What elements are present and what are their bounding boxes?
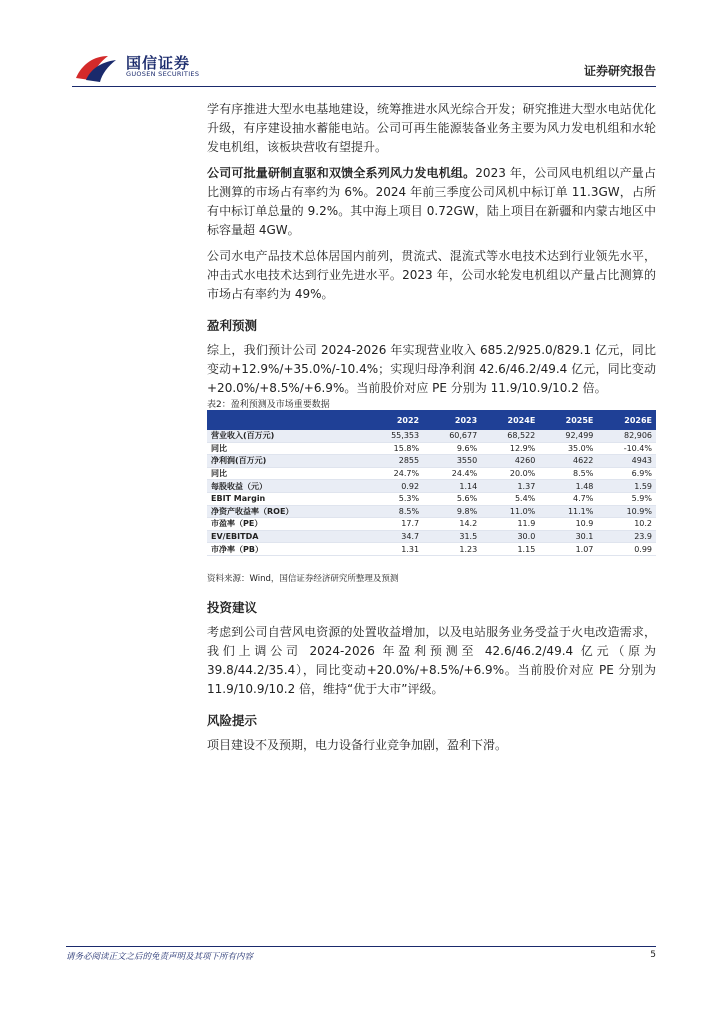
table-header-cell: 2023 (423, 410, 481, 430)
table-cell: 4260 (481, 455, 539, 468)
table-cell: 35.0% (539, 442, 597, 455)
table-cell: 市盈率（PE） (207, 518, 365, 531)
paragraph-wind-text: 2023 年，公司风电机组以产量占比测算的市场占有率约为 6%。2024 年前三季度公司风机中标订单 11.3GW，占所有中标订单总量的 9.2%。其中海上项目 0.72GW，陆上项目在新疆和内蒙古地区中标容量超 4GW。 (207, 166, 656, 237)
footer-disclaimer: 请务必阅读正文之后的免责声明及其项下所有内容 (66, 952, 254, 962)
paragraph-wind-lead: 公司可批量研制直驱和双馈全系列风力发电机组。 (207, 166, 476, 180)
table-cell: 14.2 (423, 518, 481, 531)
table-cell: 营业收入(百万元) (207, 430, 365, 442)
table-cell: 60,677 (423, 430, 481, 442)
heading-forecast: 盈利预测 (207, 318, 258, 333)
table-cell: EV/EBITDA (207, 530, 365, 543)
table-row (207, 543, 656, 556)
table-cell: 1.14 (423, 480, 481, 493)
guosen-logo (72, 50, 202, 84)
table-cell: 0.99 (597, 543, 656, 556)
table-cell: 1.59 (597, 480, 656, 493)
table-cell: 4943 (597, 455, 656, 468)
table-cell: EBIT Margin (207, 492, 365, 505)
table-cell: 55,353 (365, 430, 423, 442)
table-cell: 11.9 (481, 518, 539, 531)
table-row (207, 467, 656, 480)
table-row (207, 505, 656, 518)
guosen-logo-icon (72, 50, 122, 84)
table-header-cell: 2025E (539, 410, 597, 430)
table-cell: 1.15 (481, 543, 539, 556)
table-row (207, 480, 656, 493)
paragraph-forecast: 综上，我们预计公司 2024-2026 年实现营业收入 685.2/925.0/829.1 亿元，同比变动+12.9%/+35.0%/-10.4%；实现归母净利润 42.6/46.2/49.4 亿元，同比变动+20.0%/+8.5%/+6.9%。当前股价对应 PE 分别为 11.9/10.9/10.2 倍。 (207, 343, 656, 395)
table-cell: 5.6% (423, 492, 481, 505)
table-cell: 净资产收益率（ROE） (207, 505, 365, 518)
table-caption: 表2：盈利预测及市场重要数据 (207, 400, 330, 410)
table-source-note: 资料来源：Wind，国信证券经济研究所整理及预测 (207, 574, 399, 584)
footer-divider (66, 946, 656, 947)
table-cell: 5.9% (597, 492, 656, 505)
page-header (72, 50, 656, 86)
table-cell: 10.9% (597, 505, 656, 518)
paragraph-wind-turbines (207, 164, 656, 240)
table-header-cell: 2024E (481, 410, 539, 430)
table-header-cell: 2022 (365, 410, 423, 430)
table-cell: 20.0% (481, 467, 539, 480)
table-cell: 同比 (207, 442, 365, 455)
table-row (207, 530, 656, 543)
table-cell: 92,499 (539, 430, 597, 442)
paragraph-hydro-policy: 学有序推进大型水电基地建设，统筹推进水风光综合开发；研究推进大型水电站优化升级，有序建设抽水蓄能电站。公司可再生能源装备业务主要为风力发电机组和水轮发电机组，该板块营收有望提升。 (207, 102, 656, 154)
table-cell: 净利润(百万元) (207, 455, 365, 468)
table-row (207, 430, 656, 442)
body-section-2 (207, 598, 656, 762)
table-row (207, 442, 656, 455)
table-header-cell (207, 410, 365, 430)
logo-text-cn: 国信证券 (126, 54, 191, 72)
table-cell: 2855 (365, 455, 423, 468)
table-cell: 6.9% (597, 467, 656, 480)
table-cell: 1.07 (539, 543, 597, 556)
table-cell: 11.1% (539, 505, 597, 518)
table-cell: 市净率（PB） (207, 543, 365, 556)
page-number: 5 (650, 950, 656, 960)
header-divider (72, 86, 656, 87)
table-cell: 15.8% (365, 442, 423, 455)
table-cell: 同比 (207, 467, 365, 480)
table-cell: 82,906 (597, 430, 656, 442)
table-cell: 10.2 (597, 518, 656, 531)
forecast-table (207, 410, 656, 556)
paragraph-risk: 项目建设不及预期，电力设备行业竞争加剧，盈利下滑。 (207, 738, 508, 752)
table-cell: 1.31 (365, 543, 423, 556)
table-cell: 1.37 (481, 480, 539, 493)
table-cell: 4622 (539, 455, 597, 468)
table-cell: 24.4% (423, 467, 481, 480)
table-cell: 每股收益（元） (207, 480, 365, 493)
table-cell: 17.7 (365, 518, 423, 531)
table-cell: 9.6% (423, 442, 481, 455)
heading-investment: 投资建议 (207, 600, 258, 615)
table-cell: 30.1 (539, 530, 597, 543)
table-row (207, 492, 656, 505)
table-row (207, 518, 656, 531)
table-cell: 34.7 (365, 530, 423, 543)
table-cell: 10.9 (539, 518, 597, 531)
table-header-cell: 2026E (597, 410, 656, 430)
table-cell: 30.0 (481, 530, 539, 543)
heading-risk: 风险提示 (207, 713, 258, 728)
table-cell: 68,522 (481, 430, 539, 442)
paragraph-hydro-products: 公司水电产品技术总体居国内前列，贯流式、混流式等水电技术达到行业领先水平，冲击式水电技术达到行业先进水平。2023 年，公司水轮发电机组以产量占比测算的市场占有率约为 49%。 (207, 249, 656, 301)
table-cell: 24.7% (365, 467, 423, 480)
table-cell: 11.0% (481, 505, 539, 518)
table-cell: 31.5 (423, 530, 481, 543)
table-cell: 1.23 (423, 543, 481, 556)
body-section (207, 100, 656, 405)
table-cell: 0.92 (365, 480, 423, 493)
table-header-row (207, 410, 656, 430)
logo-text-en: GUOSEN SECURITIES (126, 70, 200, 78)
paragraph-investment: 考虑到公司自营风电资源的处置收益增加，以及电站服务业务受益于火电改造需求，我们上调公司 2024-2026 年盈利预测至 42.6/46.2/49.4 亿元（原为 39.8/44.2/35.4），同比变动+20.0%/+8.5%/+6.9%。当前股价对应 PE 分别为 11.9/10.9/10.2 倍，维持“优于大市”评级。 (207, 625, 656, 696)
table-cell: 3550 (423, 455, 481, 468)
table-cell: 12.9% (481, 442, 539, 455)
table-row (207, 455, 656, 468)
table-cell: 5.4% (481, 492, 539, 505)
report-type-title: 证券研究报告 (583, 64, 656, 78)
table-cell: 5.3% (365, 492, 423, 505)
table-cell: 4.7% (539, 492, 597, 505)
table-cell: 1.48 (539, 480, 597, 493)
table-cell: -10.4% (597, 442, 656, 455)
table-cell: 9.8% (423, 505, 481, 518)
table-cell: 23.9 (597, 530, 656, 543)
table-cell: 8.5% (539, 467, 597, 480)
table-cell: 8.5% (365, 505, 423, 518)
